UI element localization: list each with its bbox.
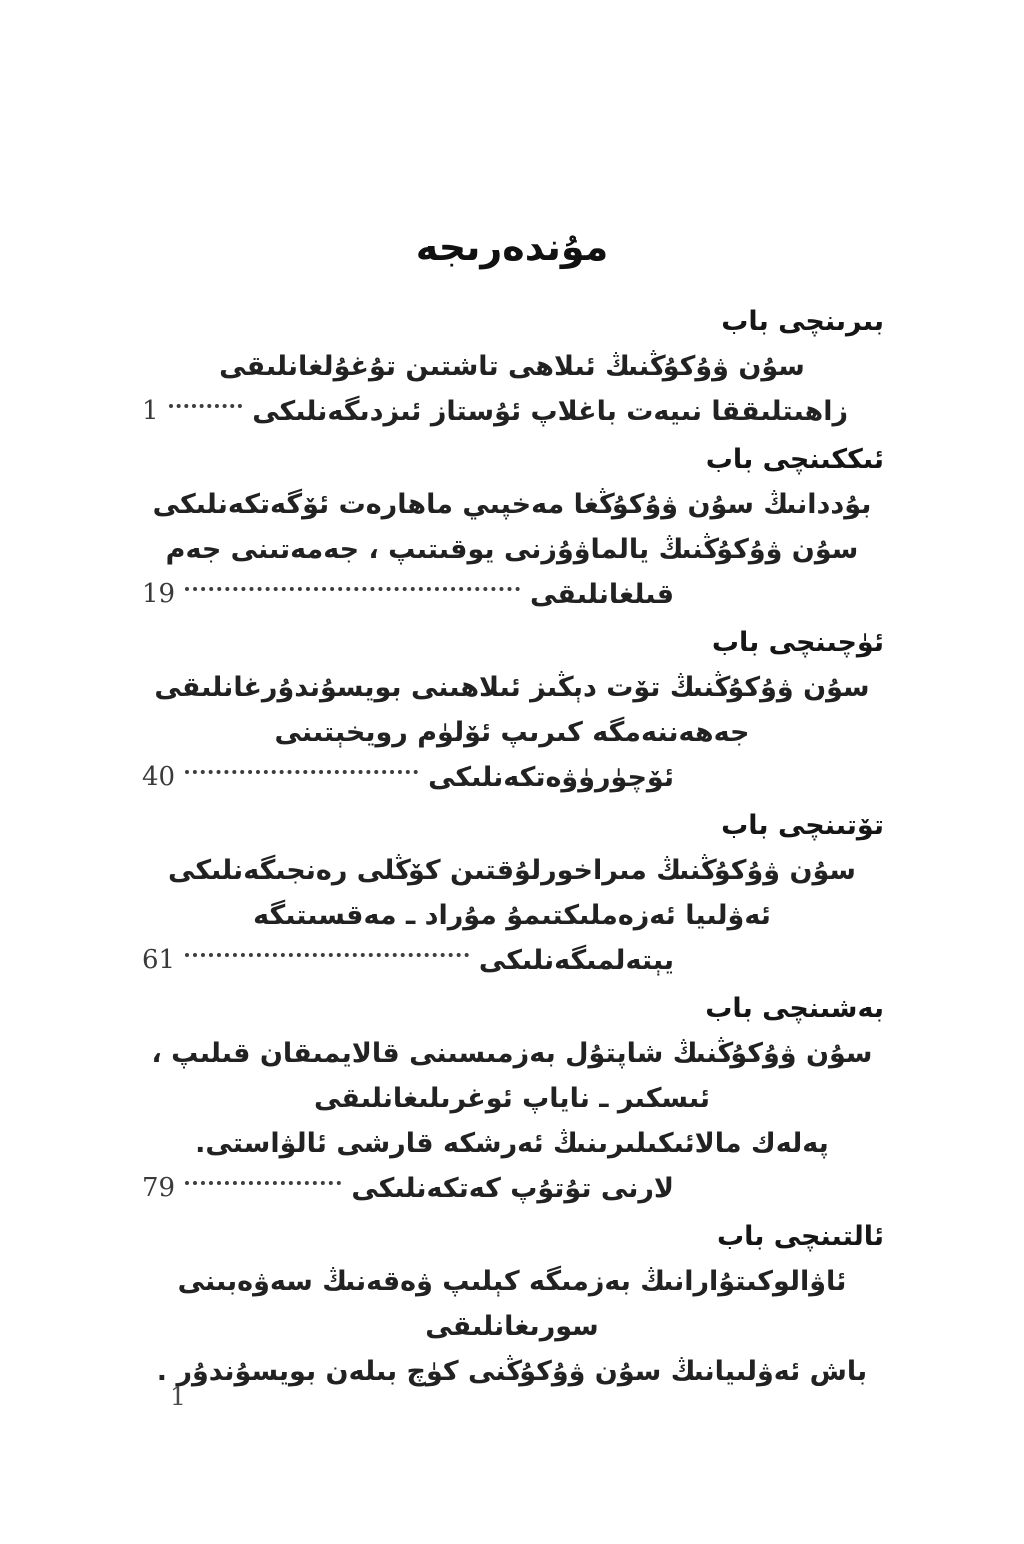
chapter-heading: تۆتىنچى باب (721, 810, 884, 841)
chapter-leader-text: زاھىتلىققا نىيەت باغلاپ ئۇستاز ئىزدىگەنلىكى (252, 396, 848, 427)
dot-leader (185, 770, 418, 774)
chapter-leader-text: لارنى تۇتۇپ كەتكەنلىكى (351, 1173, 674, 1204)
chapter-leader-line (140, 389, 884, 434)
chapter-leader-line (140, 1166, 884, 1211)
chapter-heading: ئۈچىنچى باب (711, 627, 884, 658)
chapter-line: ئاۋالوكىتۇارانىڭ بەزمىگە كېلىپ ۋەقەنىڭ سەۋەبىنى (177, 1266, 847, 1297)
chapter-heading: بىرىنچى باب (721, 306, 884, 337)
chapter-page-number: 79 (142, 1173, 176, 1203)
chapter-line: ئىسكىر ـ ناياپ ئوغرىلىغانلىقى (313, 1083, 711, 1114)
chapter-line: سۇن ۋۇكۇڭنىڭ يالماۋۇزنى يوقىتىپ ، جەمەتىنى جەم (165, 534, 859, 565)
page-title: مۇندەرىجە (415, 225, 609, 269)
chapter-leader-line (140, 938, 884, 983)
chapter-page-number: 19 (142, 579, 176, 609)
toc-chapter (140, 1214, 884, 1394)
chapter-heading: بەشىنچى باب (705, 993, 884, 1024)
chapter-line: بۇددانىڭ سۇن ۋۇكۇڭغا مەخپىي ماھارەت ئۆگەتكەنلىكى (152, 489, 872, 520)
chapter-leader-line (140, 572, 884, 617)
footer-page-number: 1 (170, 1382, 186, 1411)
chapter-heading: ئىككىنچى باب (705, 444, 884, 475)
chapter-leader-text: يېتەلمىگەنلىكى (478, 945, 674, 976)
chapter-page-number: 40 (142, 762, 176, 792)
toc-chapter (140, 803, 884, 983)
dot-leader (185, 953, 469, 957)
chapter-leader-line (140, 755, 884, 800)
dot-leader (169, 404, 243, 408)
chapter-page-number: 61 (142, 945, 176, 975)
chapter-leader-text: قىلغانلىقى (529, 579, 674, 610)
toc-chapter (140, 986, 884, 1211)
chapter-line: سۇن ۋۇكۇڭنىڭ ئىلاھى تاشتىن تۇغۇلغانلىقى (219, 351, 805, 382)
chapter-line: جەھەننەمگە كىرىپ ئۆلۈم رويخېتىنى (274, 717, 750, 748)
chapter-line: پەلەك مالائىكىلىرىنىڭ ئەرشكە قارشى ئالۋاستى. (195, 1128, 829, 1159)
toc-chapter (140, 299, 884, 434)
toc-chapter (140, 437, 884, 617)
toc-list (0, 299, 1024, 1394)
chapter-heading: ئالتىنچى باب (716, 1221, 884, 1252)
toc-chapter (140, 620, 884, 800)
dot-leader (185, 587, 520, 591)
chapter-line: سۇن ۋۇكۇڭنىڭ تۆت دېڭىز ئىلاھىنى بويسۇندۇرغانلىقى (154, 672, 870, 703)
chapter-page-number: 1 (142, 396, 159, 426)
chapter-line: سورىغانلىقى (425, 1311, 599, 1342)
chapter-line: ئەۋلىيا ئەزەملىكتىمۇ مۇراد ـ مەقسىتىگە (253, 900, 771, 931)
chapter-line: باش ئەۋلىيانىڭ سۇن ۋۇكۇڭنى كۈچ بىلەن بويسۇندۇر . (156, 1356, 868, 1387)
chapter-line: سۇن ۋۇكۇڭنىڭ مىراخورلۇقتىن كۆڭلى رەنجىگەنلىكى (168, 855, 856, 886)
chapter-line: سۇن ۋۇكۇڭنىڭ شاپتۇل بەزمىسىنى قالايمىقان قىلىپ ، (151, 1038, 873, 1069)
chapter-leader-text: ئۆچۈرۈۋەتكەنلىكى (428, 762, 674, 793)
dot-leader (185, 1181, 341, 1185)
